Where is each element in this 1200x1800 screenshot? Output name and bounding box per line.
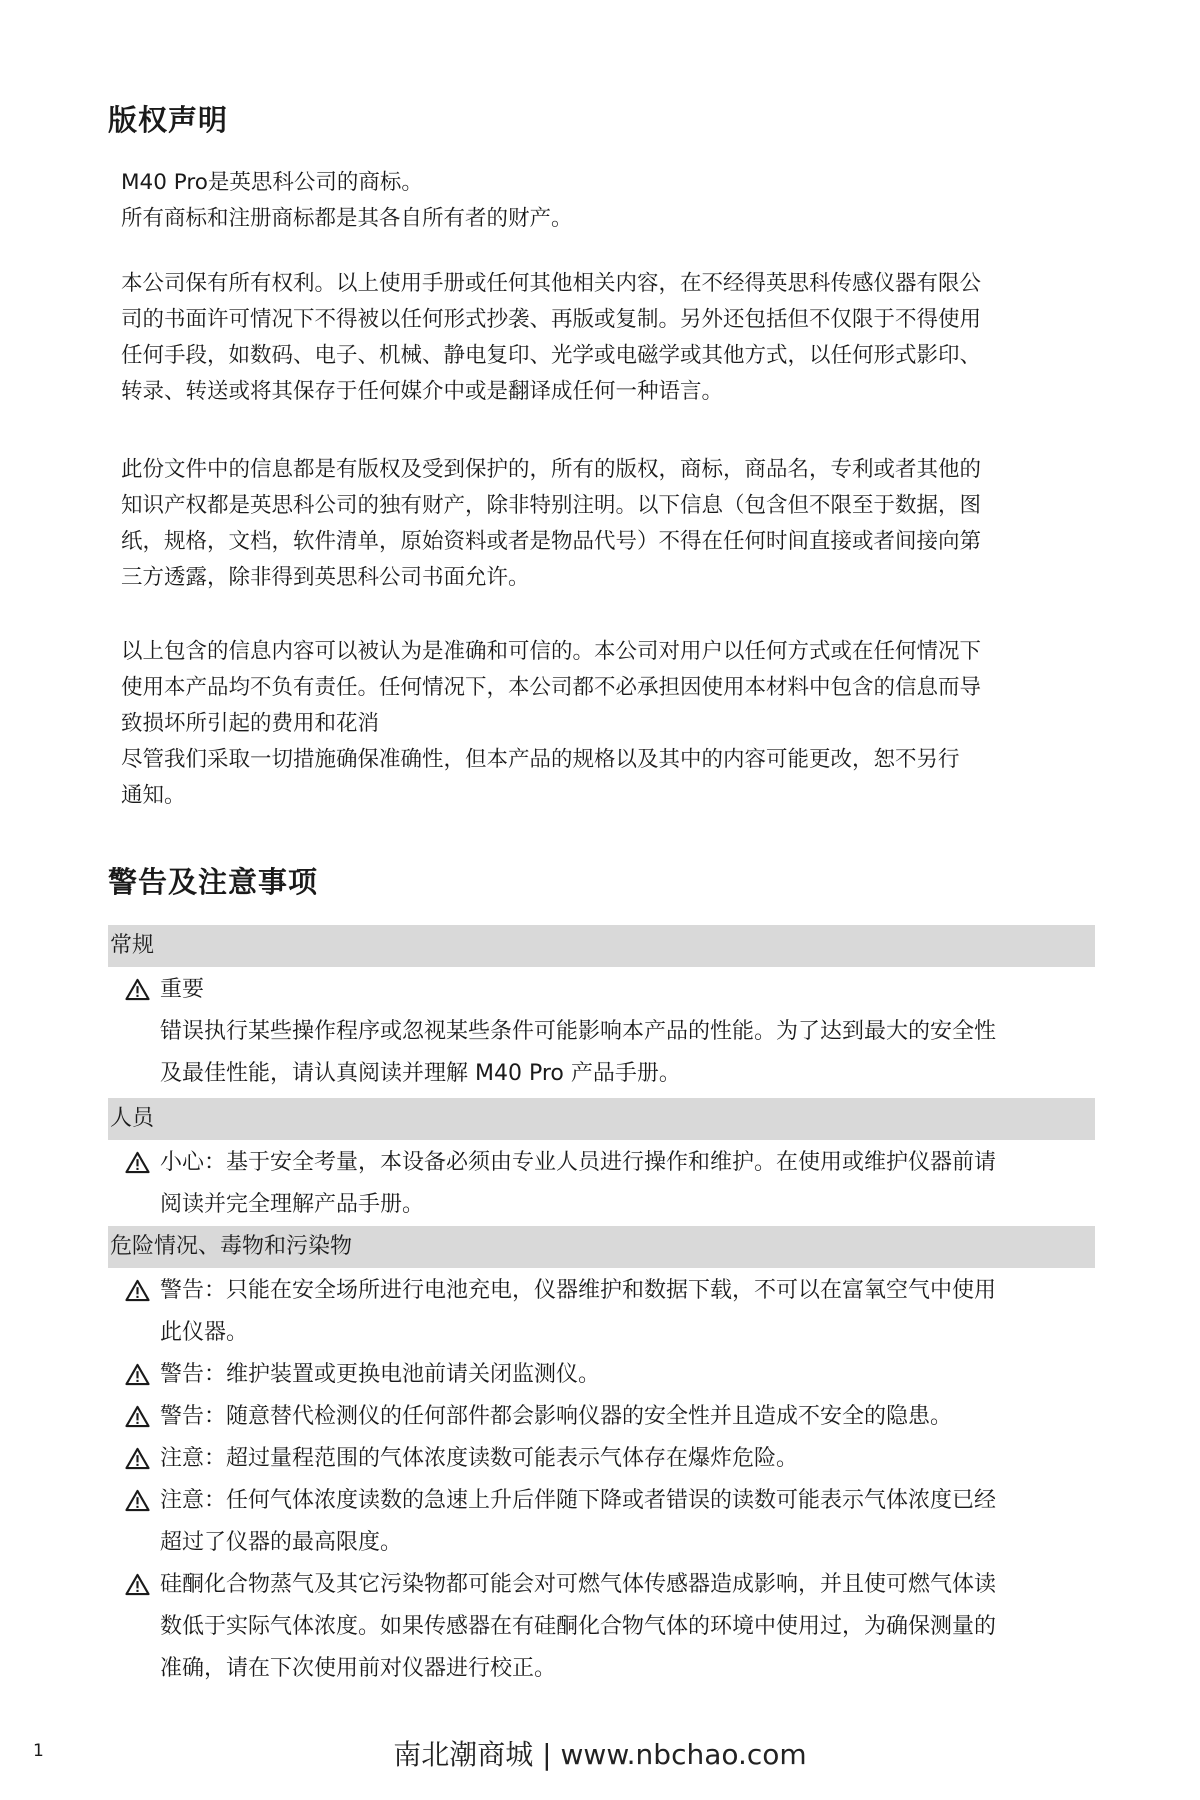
warning-triangle-icon [125,1363,150,1386]
paragraph-line: M40 Pro是英思科公司的商标。 [121,170,423,195]
warning-item-hazard [125,1438,798,1480]
category-general: 常规 [108,925,1095,967]
warning-line: 注意：超过量程范围的气体浓度读数可能表示气体存在爆炸危险。 [160,1446,799,1471]
warning-line: 此仪器。 [160,1320,249,1345]
warning-line: 数低于实际气体浓度。如果传感器在有硅酮化合物气体的环境中使用过，为确保测量的 [160,1614,997,1639]
warning-line: 警告：只能在安全场所进行电池充电，仪器维护和数据下载，不可以在富氧空气中使用 [160,1278,997,1303]
warning-triangle-icon [125,1405,150,1428]
warning-line: 超过了仪器的最高限度。 [160,1530,403,1555]
warning-item-hazard [125,1396,952,1438]
copyright-paragraph-3 [121,452,1097,596]
copyright-paragraph-2 [121,266,1097,410]
paragraph-line: 尽管我们采取一切措施确保准确性，但本产品的规格以及其中的内容可能更改，恕不另行 [121,747,960,772]
warning-line: 小心：基于安全考量，本设备必须由专业人员进行操作和维护。在使用或维护仪器前请 [160,1150,997,1175]
paragraph-line: 任何手段，如数码、电子、机械、静电复印、光学或电磁学或其他方式，以任何形式影印、 [121,343,982,368]
warning-triangle-icon [125,1151,150,1174]
paragraph-line: 通知。 [121,783,186,808]
warning-triangle-icon [125,978,150,1001]
warning-line: 及最佳性能，请认真阅读并理解 M40 Pro 产品手册。 [160,1061,681,1086]
category-hazards: 危险情况、毒物和污染物 [108,1226,1095,1268]
warning-item-hazard [125,1354,600,1396]
warnings-heading: 警告及注意事项 [108,865,319,899]
warning-triangle-icon [125,1447,150,1470]
warning-triangle-icon [125,1279,150,1302]
paragraph-line: 转录、转送或将其保存于任何媒介中或是翻译成任何一种语言。 [121,379,724,404]
warning-line: 注意：任何气体浓度读数的急速上升后伴随下降或者错误的读数可能表示气体浓度已经 [160,1488,997,1513]
paragraph-line: 知识产权都是英思科公司的独有财产，除非特别注明。以下信息（包含但不限至于数据，图 [121,493,982,518]
warning-item-hazard [125,1564,996,1690]
paragraph-line: 司的书面许可情况下不得被以任何形式抄袭、再版或复制。另外还包括但不仅限于不得使用 [121,307,982,332]
warning-line: 错误执行某些操作程序或忽视某些条件可能影响本产品的性能。为了达到最大的安全性 [160,1019,997,1044]
copyright-heading: 版权声明 [108,103,229,137]
warning-line: 准确，请在下次使用前对仪器进行校正。 [160,1656,557,1681]
warning-triangle-icon [125,1573,150,1596]
warning-line: 阅读并完全理解产品手册。 [160,1192,425,1217]
copyright-paragraph-4 [121,634,1097,814]
paragraph-line: 所有商标和注册商标都是其各自所有者的财产。 [121,206,573,231]
page-number: 1 [33,1741,44,1761]
paragraph-line: 以上包含的信息内容可以被认为是准确和可信的。本公司对用户以任何方式或在任何情况下 [121,639,982,664]
warning-item-personnel [125,1142,996,1226]
paragraph-line: 使用本产品均不负有责任。任何情况下，本公司都不必承担因使用本材料中包含的信息而导 [121,675,982,700]
paragraph-line: 三方透露，除非得到英思科公司书面允许。 [121,565,530,590]
warning-item-hazard [125,1480,996,1564]
paragraph-line: 本公司保有所有权利。以上使用手册或任何其他相关内容，在不经得英思科传感仪器有限公 [121,271,982,296]
paragraph-line: 致损坏所引起的费用和花消 [121,711,380,736]
category-personnel: 人员 [108,1098,1095,1140]
footer-site-link[interactable]: 南北潮商城 | www.nbchao.com [393,1738,807,1771]
warning-item-important [125,969,996,1095]
warning-line: 硅酮化合物蒸气及其它污染物都可能会对可燃气体传感器造成影响，并且使可燃气体读 [160,1572,997,1597]
warning-item-hazard [125,1270,996,1354]
paragraph-line: 此份文件中的信息都是有版权及受到保护的，所有的版权，商标，商品名，专利或者其他的 [121,457,982,482]
warning-line: 警告：随意替代检测仪的任何部件都会影响仪器的安全性并且造成不安全的隐患。 [160,1404,953,1429]
copyright-paragraph-1 [121,165,1097,237]
warning-label: 重要 [160,977,205,1002]
paragraph-line: 纸，规格，文档，软件清单，原始资料或者是物品代号）不得在任何时间直接或者间接向第 [121,529,982,554]
warning-triangle-icon [125,1489,150,1512]
warning-line: 警告：维护装置或更换电池前请关闭监测仪。 [160,1362,601,1387]
